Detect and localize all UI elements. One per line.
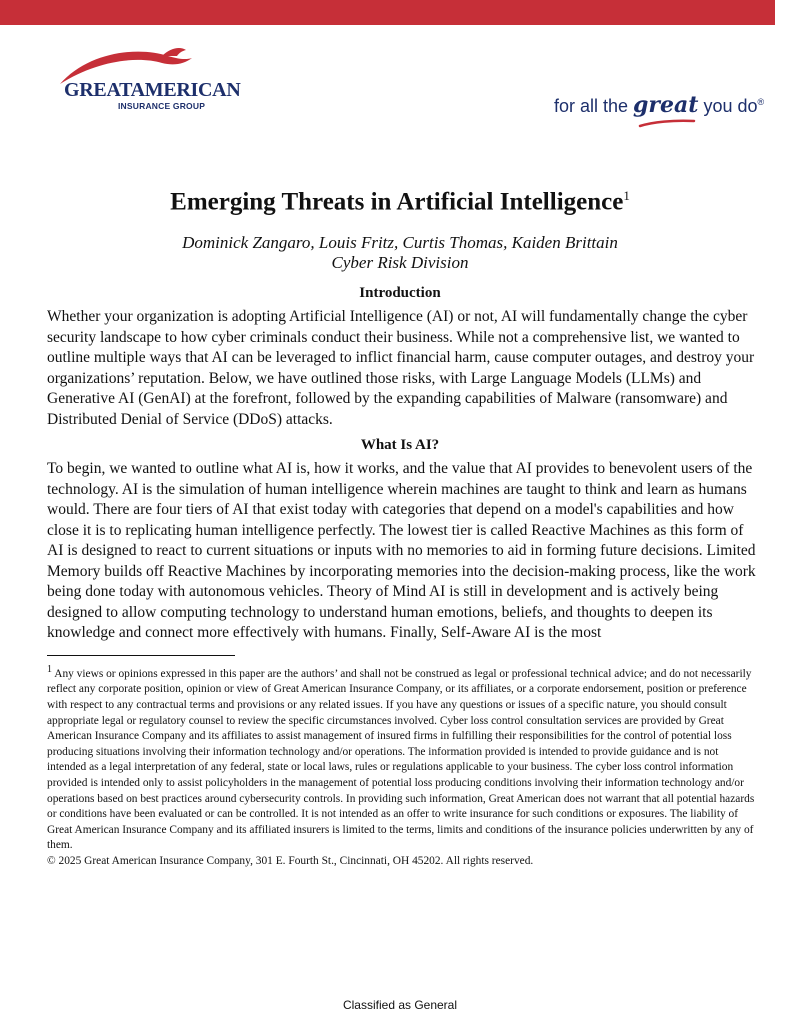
footnote	[47, 662, 759, 870]
brand-tagline: for all the great you do®	[554, 92, 764, 126]
copyright: © 2025 Great American Insurance Company, 301 E. Fourth St., Cincinnati, OH 45202. All rights reserved.	[47, 854, 534, 867]
tagline-underline-icon	[638, 118, 698, 128]
section-heading-introduction: Introduction	[359, 285, 441, 301]
footnote-text: $^1$ Any views or opinions expressed in this paper are the authors’ and shall not be construed as legal or professional technical advice; and do not necessarily reflect any corporate position, opinion or view of Great American Insurance Company, or its affiliates, or a corporate endorsement, position or preference with respect to any contractual terms and provisions or any related issues. If you have any questions or issues of a specific nature, you should consult appropriate legal or regulatory counsel to review the specific circumstances involved. Cyber loss control consultation services are provided by Great American Insurance Company and its affiliates to assist management of insured firms in fulfilling their responsibilities for the control of potential loss producing situations involving their information technology and/or operations. The information provided is intended to provide guidance and is not intended as a legal interpretation of any federal, state or local laws, rules or regulations applicable to your business. The cyber loss control information provided is intended only to assist policyholders in the management of potential loss producing conditions involving their information technology and/or operations based on best practices around cybersecurity controls. In providing such information, Great American does not warrant that all potential hazards or conditions have been evaluated or can be controlled. It is not intended as an offer to write insurance for such conditions or exposures. The liability of Great American Insurance Company and its affiliated insurers is limited to the terms, limits and conditions of the insurance policies underwritten by any of them.	[47, 664, 755, 852]
document-title: Emerging Threats in Artificial Intelligence$^1$	[170, 188, 630, 216]
section-body-what-is-ai: To begin, we wanted to outline what AI is, how it works, and the value that AI provides to benevolent users of the technology. AI is the simulation of human intelligence wherein machines are taught to think and learn as humans would. There are four tiers of AI that exist today with categories that depend on a model's capabilities and how close it is to replicating human intelligence perfectly. The lowest tier is called Reactive Machines as this form of AI is designed to react to current situations or inputs with no memories to aid in forming future decisions. Limited Memory builds off Reactive Machines by incorporating memories into the decision-making process, like the work being done today with autonomous vehicles. Theory of Mind AI is still in development and is actively being designed to allow computing technology to understand human emotions, beliefs, and thoughts to deepen its knowledge and connect more effectively with humans. Finally, Self-Aware AI is the most	[47, 460, 756, 641]
logo-wordmark: GREATAMERICAN	[64, 79, 241, 101]
company-logo	[58, 44, 241, 114]
section-heading-what-is-ai: What Is AI?	[360, 437, 440, 453]
title-footnote-mark: 1	[623, 188, 630, 203]
authors: Dominick Zangaro, Louis Fritz, Curtis Thomas, Kaiden Brittain	[182, 233, 618, 252]
section-body-introduction: Whether your organization is adopting Artificial Intelligence (AI) or not, AI will fundamentally change the cyber security landscape to how cyber criminals conduct their business. While not a comprehensive list, we wanted to outline multiple ways that AI can be leveraged to inflict financial harm, cause computer outages, and destroy your organizations’ reputation. Below, we have outlined those risks, with Large Language Models (LLMs) and Generative AI (GenAI) at the forefront, followed by the expanding capabilities of Malware (ransomware) and Distributed Denial of Service (DDoS) attacks.	[47, 308, 755, 428]
author-block	[0, 233, 800, 273]
footnote-divider	[47, 655, 235, 656]
logo-subtitle: INSURANCE GROUP	[118, 101, 206, 111]
tagline-great: great	[633, 92, 699, 118]
division: Cyber Risk Division	[331, 253, 469, 272]
classification-label: Classified as General	[342, 998, 458, 1012]
top-accent-bar	[0, 0, 775, 25]
